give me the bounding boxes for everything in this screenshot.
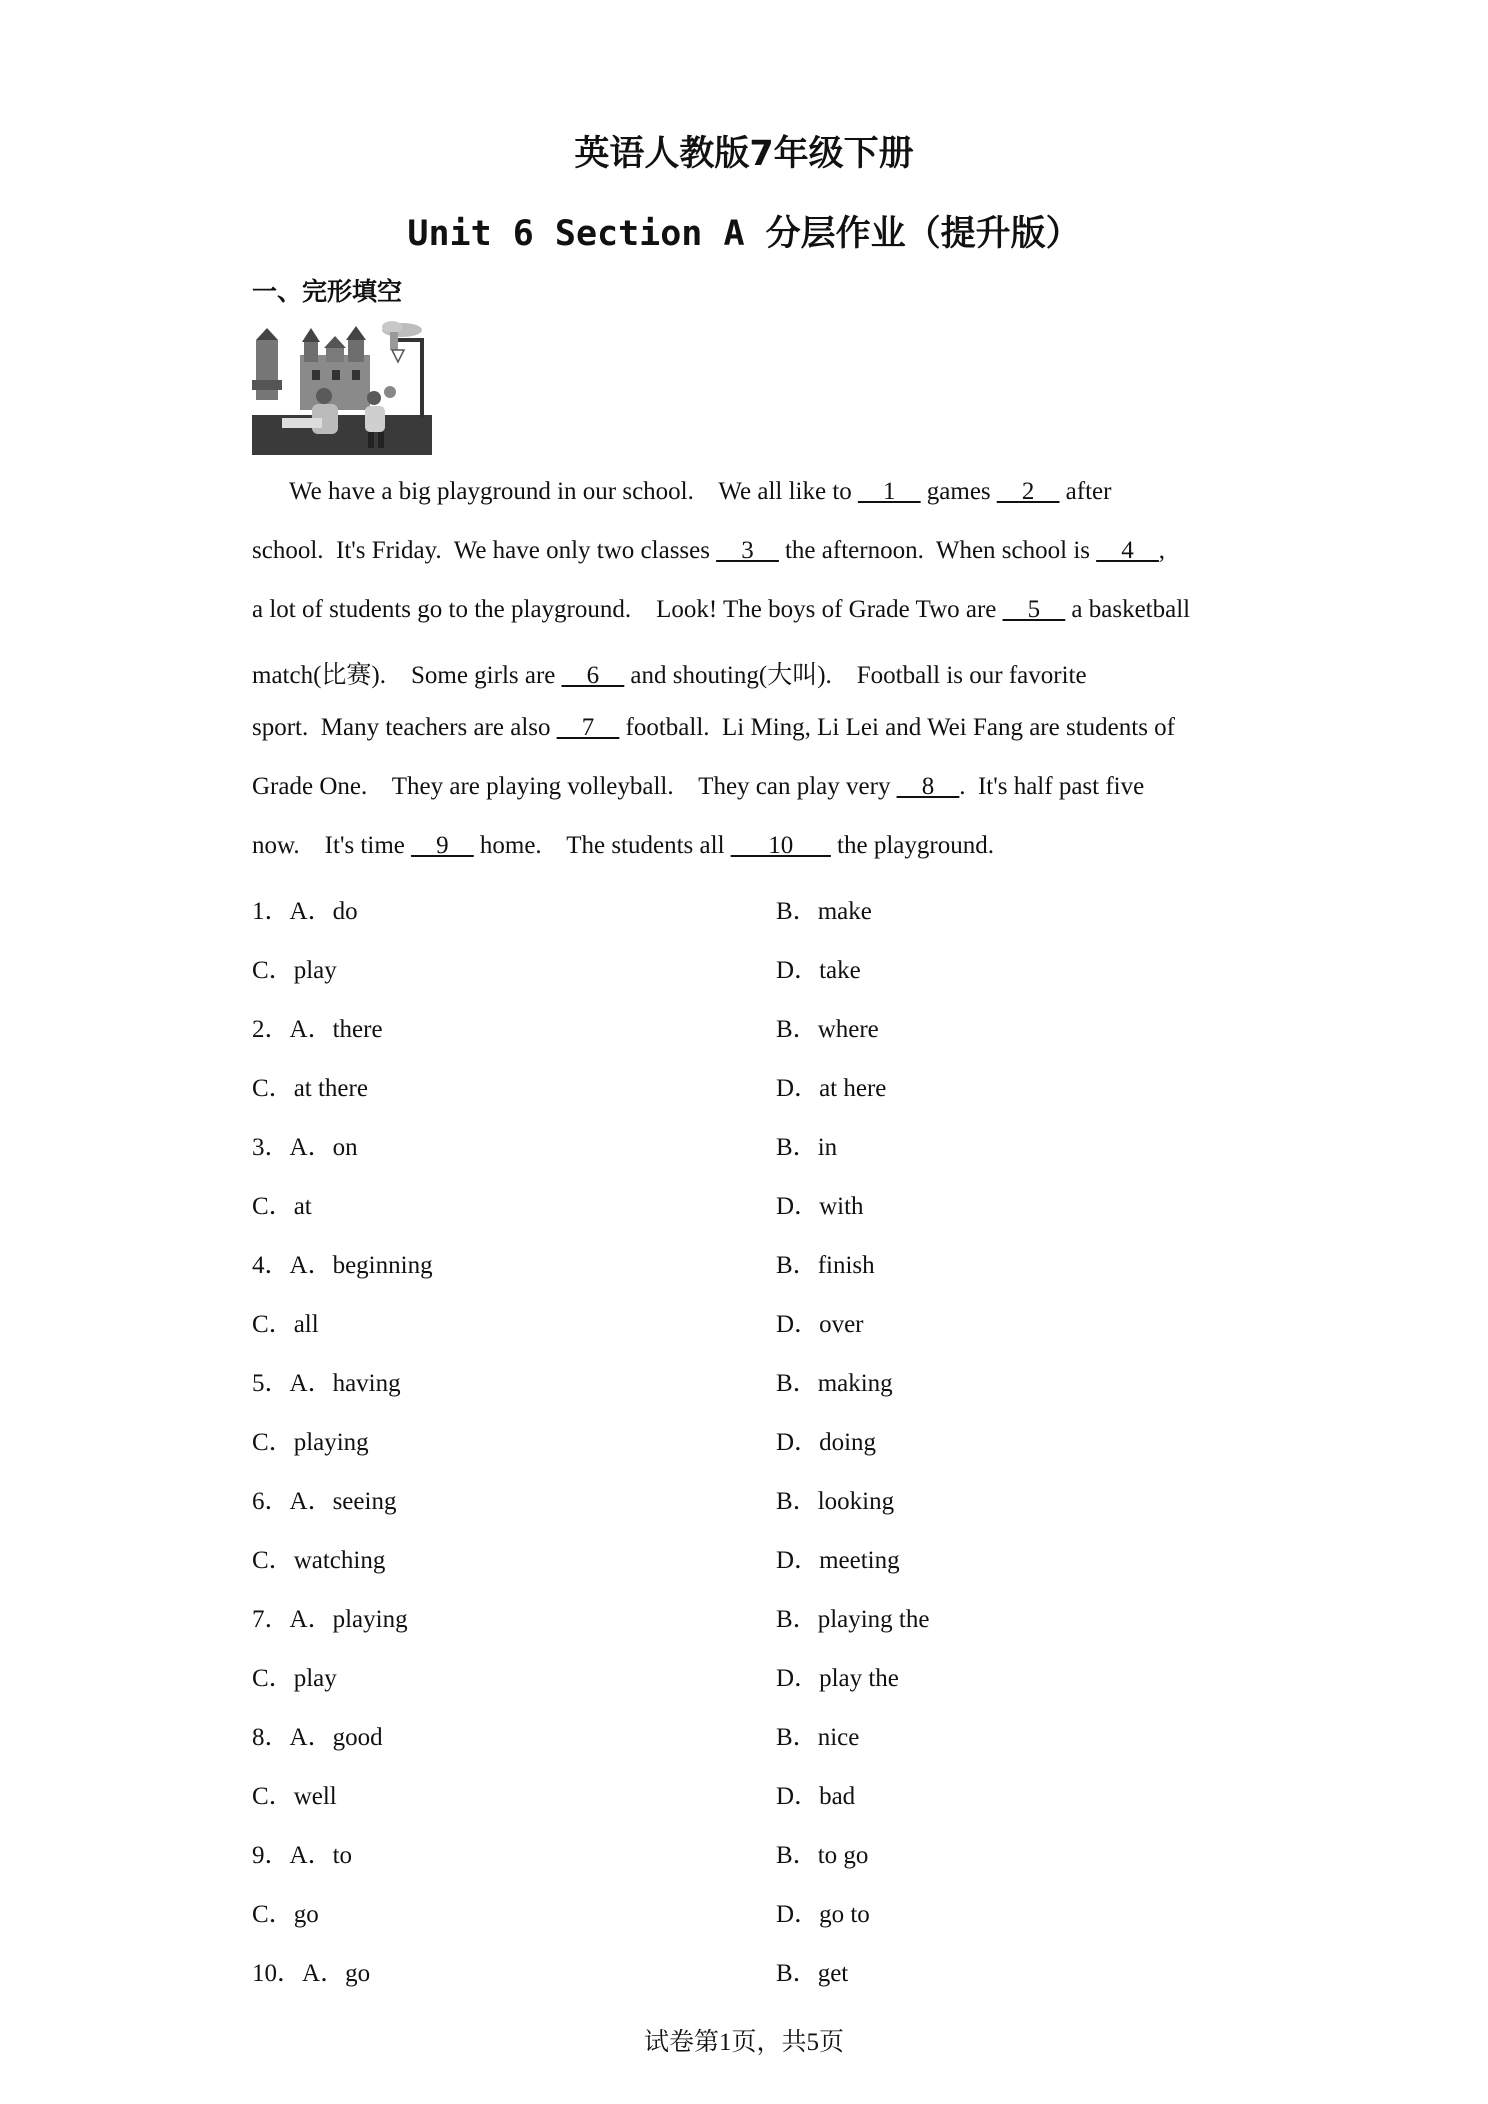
question-6-option-c[interactable]: C．watching	[252, 1547, 386, 1574]
page-title: 英语人教版7年级下册	[574, 134, 914, 174]
passage-line-6	[252, 773, 1144, 801]
question-10-option-a[interactable]: 10．A．go	[252, 1960, 371, 1987]
question-9-option-d[interactable]: D．go to	[776, 1901, 870, 1928]
question-1-option-b[interactable]: B．make	[776, 898, 872, 925]
passage-line-5	[252, 714, 1175, 742]
question-5-option-d[interactable]: D．doing	[776, 1429, 877, 1456]
question-6-option-b[interactable]: B．looking	[776, 1488, 895, 1515]
question-5-option-c[interactable]: C．playing	[252, 1429, 369, 1456]
passage-line-7	[252, 832, 994, 860]
question-7-option-d[interactable]: D．play the	[776, 1665, 899, 1692]
question-1-option-c[interactable]: C．play	[252, 957, 337, 984]
question-3-option-b[interactable]: B．in	[776, 1134, 838, 1161]
question-2-option-c[interactable]: C．at there	[252, 1075, 368, 1102]
section-heading: 一、完形填空	[252, 277, 403, 306]
passage-text: ,	[1158, 537, 1166, 564]
question-8-option-c[interactable]: C．well	[252, 1783, 337, 1810]
subtitle-level: 分层作业（提升版）	[765, 214, 1081, 254]
question-7-option-a[interactable]: 7．A．playing	[252, 1606, 408, 1633]
answer-blank: ___10___	[730, 832, 831, 859]
answer-blank: __6__	[561, 662, 625, 689]
playground-illustration-icon	[252, 320, 432, 455]
answer-blank: __7__	[556, 714, 620, 741]
question-5-option-b[interactable]: B．making	[776, 1370, 893, 1397]
question-7-option-c[interactable]: C．play	[252, 1665, 337, 1692]
question-2-option-d[interactable]: D．at here	[776, 1075, 887, 1102]
question-8-option-b[interactable]: B．nice	[776, 1724, 860, 1751]
answer-blank: __4__	[1096, 537, 1159, 564]
question-8-option-a[interactable]: 8．A．good	[252, 1724, 383, 1751]
passage-text: . It's half past five	[959, 773, 1145, 800]
passage-text: school. It's Friday. We have only two classes	[252, 537, 717, 564]
passage-text: the afternoon. When school is	[778, 537, 1097, 564]
passage-text: a lot of students go to the playground. Look! The boys of Grade Two are	[252, 596, 1003, 623]
question-2-option-a[interactable]: 2．A．there	[252, 1016, 383, 1043]
question-6-option-a[interactable]: 6．A．seeing	[252, 1488, 397, 1515]
answer-blank: __3__	[716, 537, 779, 564]
question-4-option-b[interactable]: B．finish	[776, 1252, 875, 1279]
passage-text: the playground.	[830, 832, 994, 859]
answer-blank: __5__	[1002, 596, 1066, 623]
question-2-option-b[interactable]: B．where	[776, 1016, 879, 1043]
passage-line-2	[252, 537, 1165, 565]
answer-blank: __9__	[411, 832, 474, 859]
passage-text: We have a big playground in our school. We all like to	[252, 478, 859, 505]
question-5-option-a[interactable]: 5．A．having	[252, 1370, 401, 1397]
answer-blank: __1__	[858, 478, 921, 505]
question-1-option-d[interactable]: D．take	[776, 957, 861, 984]
question-9-option-a[interactable]: 9．A．to	[252, 1842, 353, 1869]
question-9-option-b[interactable]: B．to go	[776, 1842, 869, 1869]
question-4-option-a[interactable]: 4．A．beginning	[252, 1252, 433, 1279]
question-1-option-a[interactable]: 1．A．do	[252, 898, 358, 925]
passage-line-1	[252, 478, 1111, 506]
passage-line-4	[252, 655, 1087, 691]
question-10-option-b[interactable]: B．get	[776, 1960, 849, 1987]
passage-text: football. Li Ming, Li Lei and Wei Fang are students of	[619, 714, 1175, 741]
passage-text: home. The students all	[473, 832, 731, 859]
passage-text: sport. Many teachers are also	[252, 714, 557, 741]
passage-text: after	[1059, 478, 1112, 505]
question-6-option-d[interactable]: D．meeting	[776, 1547, 900, 1574]
question-9-option-c[interactable]: C．go	[252, 1901, 319, 1928]
passage-line-3	[252, 596, 1190, 624]
question-7-option-b[interactable]: B．playing the	[776, 1606, 930, 1633]
subtitle-unit: Unit 6 Section A	[407, 214, 766, 254]
question-3-option-d[interactable]: D．with	[776, 1193, 864, 1220]
page-footer: 试卷第1页，共5页	[643, 2029, 844, 2056]
passage-text: games	[920, 478, 997, 505]
question-4-option-d[interactable]: D．over	[776, 1311, 864, 1338]
question-4-option-c[interactable]: C．all	[252, 1311, 319, 1338]
question-3-option-a[interactable]: 3．A．on	[252, 1134, 358, 1161]
passage-text: Grade One. They are playing volleyball. They can play very	[252, 773, 897, 800]
question-8-option-d[interactable]: D．bad	[776, 1783, 856, 1810]
passage-text: match(比赛). Some girls are	[252, 662, 562, 689]
passage-text: a basketball	[1065, 596, 1191, 623]
page-subtitle	[0, 206, 1488, 256]
answer-blank: __2__	[996, 478, 1060, 505]
passage-text: and shouting(大叫). Football is our favorite	[624, 662, 1087, 689]
answer-blank: __8__	[896, 773, 960, 800]
question-3-option-c[interactable]: C．at	[252, 1193, 312, 1220]
passage-text: now. It's time	[252, 832, 412, 859]
